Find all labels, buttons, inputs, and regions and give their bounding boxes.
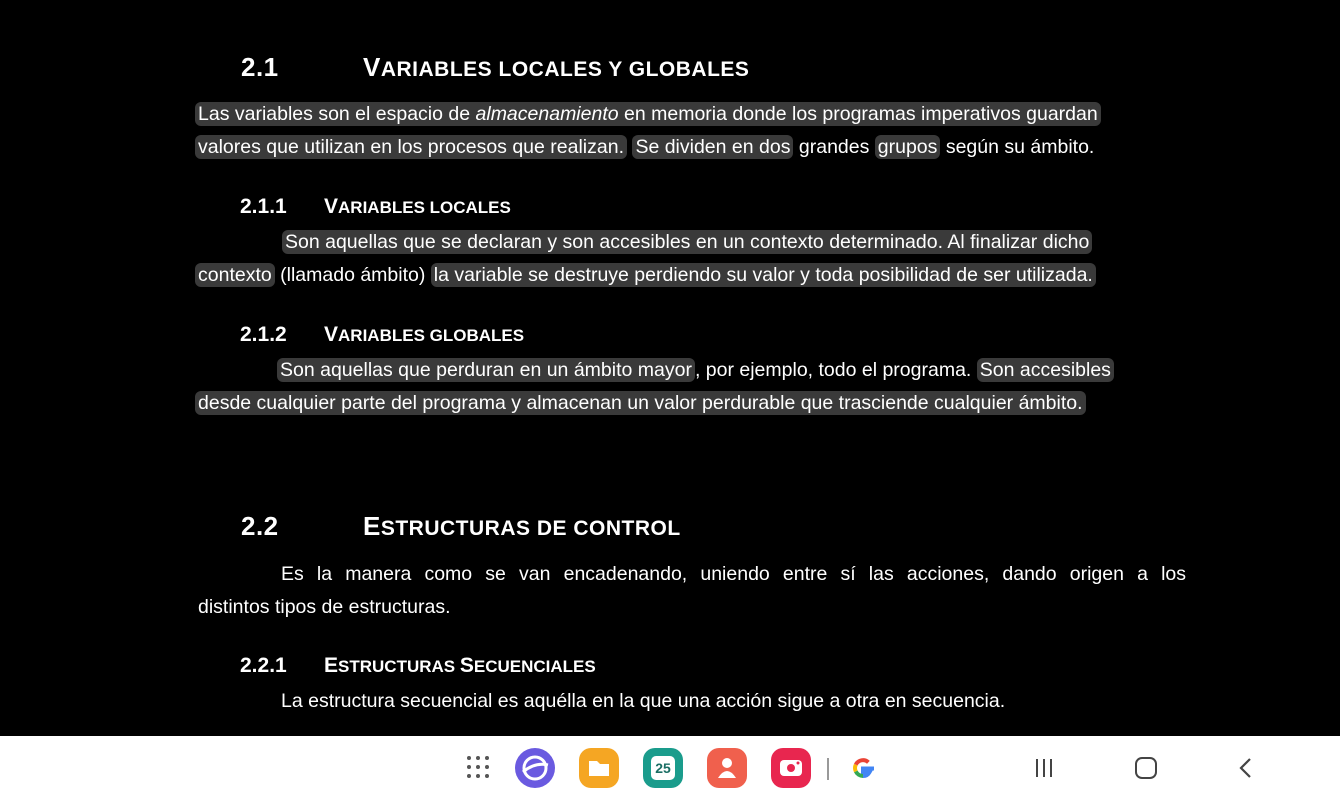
paragraph-line [282,229,1092,255]
contacts-icon[interactable] [707,748,747,788]
section-title: VARIABLES LOCALES Y GLOBALES [363,52,750,82]
highlight: contexto [195,263,275,287]
paragraph-line: valores que utilizan en los procesos que realizan. Se dividen en dos grandes grupos según su ámbito. [195,134,1094,160]
taskbar-divider [827,758,829,780]
highlight: la variable se destruye perdiendo su valor y toda posibilidad de ser utilizada. [431,263,1096,287]
internet-browser-icon[interactable] [515,748,555,788]
highlight: Son aquellas que se declaran y son accesibles en un contexto determinado. Al finalizar dicho [282,230,1092,254]
highlight: Son aquellas que perduran en un ámbito mayor [277,358,695,382]
highlight: valores que utilizan en los procesos que realizan. [195,135,627,159]
highlight: grupos [875,135,941,159]
highlight: desde cualquier parte del programa y almacenan un valor perdurable que trasciende cualquier ámbito. [195,391,1086,415]
subsection-heading-2-1-2: 2.1.2 VARIABLES GLOBALES [240,323,525,346]
recent-apps-button[interactable] [1032,754,1056,782]
paragraph-line [195,101,1101,127]
paragraph-line: distintos tipos de estructuras. [198,596,451,618]
my-files-icon[interactable] [579,748,619,788]
section-title: ESTRUCTURAS DE CONTROL [363,511,681,541]
calendar-icon[interactable] [643,748,683,788]
paragraph-line: Son aquellas que perduran en un ámbito mayor , por ejemplo, todo el programa. Son accesibles [277,357,1114,383]
section-heading-2-2 [241,511,841,543]
google-icon[interactable] [843,748,883,788]
highlight: Se dividen en dos [632,135,793,159]
section-number: 2.2 [241,511,279,541]
section-heading-2-1 [241,52,841,84]
paragraph-line: contexto (llamado ámbito) la variable se destruye perdiendo su valor y toda posibilidad de ser utilizada. [195,262,1096,288]
taskbar [0,736,1340,800]
apps-grid-icon[interactable] [467,756,489,780]
calendar-day: 25 [651,756,675,780]
highlight: Las variables son el espacio de almacenamiento en memoria donde los programas imperativos guardan [195,102,1101,126]
back-button[interactable] [1234,754,1258,782]
highlight: Son accesibles [977,358,1114,382]
paragraph-line: La estructura secuencial es aquélla en la que una acción sigue a otra en secuencia. [281,690,1006,712]
subsection-heading-2-2-1: 2.2.1 ESTRUCTURAS SECUENCIALES [240,654,596,677]
subsection-heading-2-1-1: 2.1.1 VARIABLES LOCALES [240,195,511,218]
section-number: 2.1 [241,52,279,82]
screen-recorder-icon[interactable] [771,748,811,788]
paragraph-line [195,390,1086,416]
home-button[interactable] [1133,754,1159,782]
paragraph-line: Es la manera como se van encadenando, uniendo entre sí las acciones, dando origen a los [281,563,1186,585]
